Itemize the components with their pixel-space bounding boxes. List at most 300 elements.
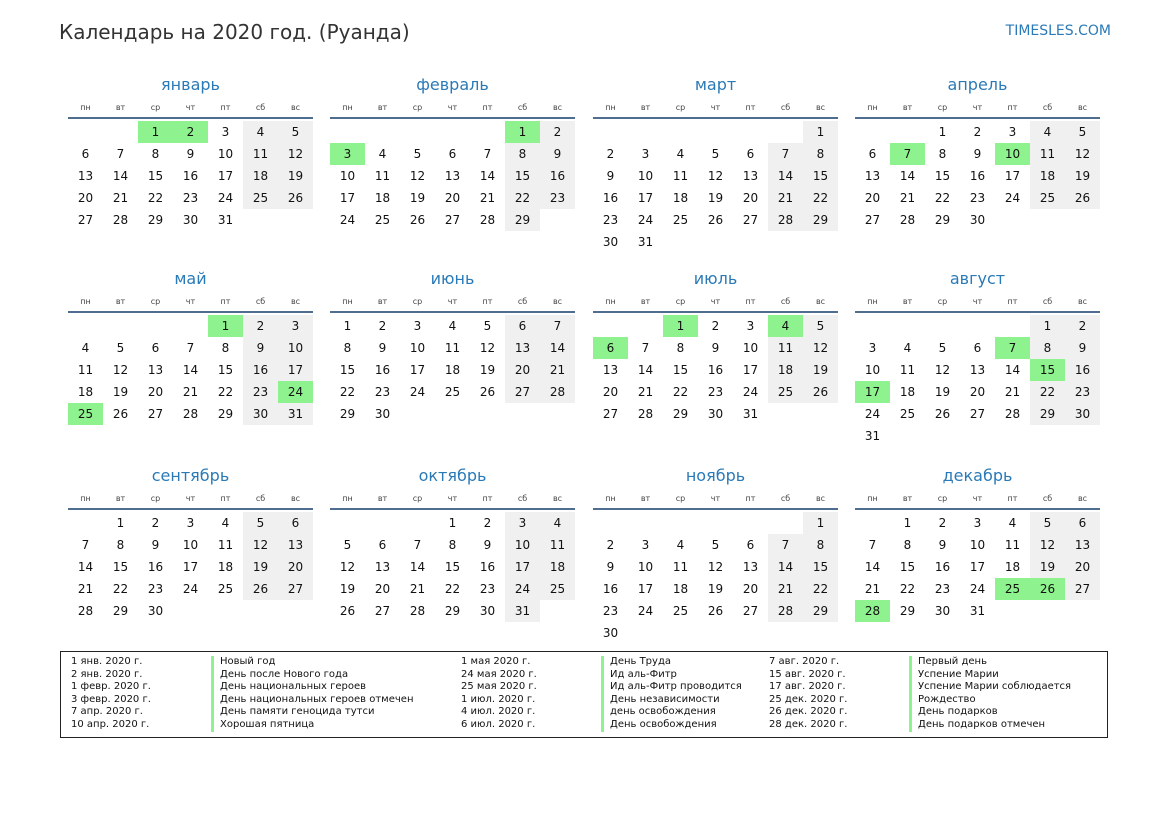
day-cell: 9 xyxy=(938,538,947,552)
weekday-header xyxy=(330,492,575,508)
day-cell: 20 xyxy=(147,385,164,399)
day-cell: 2 xyxy=(973,125,982,139)
day-cell: 23 xyxy=(602,604,619,618)
day-cell: 29 xyxy=(803,600,838,622)
weekday-label: вс xyxy=(815,297,826,306)
day-cell: 7 xyxy=(81,538,90,552)
day-cell: 26 xyxy=(278,187,313,209)
day-cell: 13 xyxy=(147,363,164,377)
day-cell: 30 xyxy=(602,626,619,640)
day-cell: 13 xyxy=(278,534,313,556)
day-cell: 21 xyxy=(1004,385,1021,399)
weekday-header xyxy=(855,492,1100,508)
legend-date: 25 дек. 2020 г. xyxy=(769,693,848,705)
legend-date: 3 февр. 2020 г. xyxy=(71,693,151,705)
day-cell: 17 xyxy=(339,191,356,205)
day-cell: 13 xyxy=(505,337,540,359)
day-cell: 20 xyxy=(742,582,759,596)
day-cell: 25 xyxy=(768,381,803,403)
day-cell: 8 xyxy=(343,341,352,355)
legend-row xyxy=(451,681,742,694)
weekday-header xyxy=(855,101,1100,117)
day-cell: 27 xyxy=(147,407,164,421)
legend-holiday-name: Хорошая пятница xyxy=(211,719,314,732)
empty-cell xyxy=(330,512,365,534)
day-cell: 14 xyxy=(77,560,94,574)
day-cell: 24 xyxy=(505,578,540,600)
day-cell: 12 xyxy=(339,560,356,574)
empty-cell xyxy=(890,315,925,337)
weekday-label: вс xyxy=(552,297,563,306)
day-cell: 28 xyxy=(112,213,129,227)
day-cell: 2 xyxy=(151,516,160,530)
day-cell: 3 xyxy=(641,147,650,161)
legend-date: 7 авг. 2020 г. xyxy=(769,656,840,667)
weekday-label: сб xyxy=(1042,494,1053,503)
holiday-day: 17 xyxy=(855,381,890,403)
day-cell: 22 xyxy=(934,191,951,205)
legend-row xyxy=(61,719,413,732)
day-cell: 11 xyxy=(77,363,94,377)
day-cell: 25 xyxy=(217,582,234,596)
day-cell: 14 xyxy=(768,556,803,578)
legend-holiday-name: Рождество xyxy=(909,694,976,707)
weekday-label: сб xyxy=(517,103,528,112)
day-grid xyxy=(330,510,575,622)
day-cell: 21 xyxy=(637,385,654,399)
day-cell: 2 xyxy=(938,516,947,530)
weekday-label: чт xyxy=(447,103,458,112)
day-cell: 18 xyxy=(374,191,391,205)
month-name: октябрь xyxy=(418,466,487,485)
day-cell: 23 xyxy=(602,213,619,227)
day-cell: 18 xyxy=(243,165,278,187)
legend-date: 17 авг. 2020 г. xyxy=(769,681,846,693)
day-cell: 28 xyxy=(768,209,803,231)
empty-cell xyxy=(663,512,698,534)
day-cell: 23 xyxy=(969,191,986,205)
weekday-header xyxy=(593,492,838,508)
empty-cell xyxy=(400,121,435,143)
day-cell: 9 xyxy=(973,147,982,161)
weekday-label: чт xyxy=(185,494,196,503)
day-cell: 1 xyxy=(803,512,838,534)
day-cell: 12 xyxy=(409,169,426,183)
month-9 xyxy=(68,464,313,622)
day-cell: 30 xyxy=(602,235,619,249)
day-cell: 19 xyxy=(1065,165,1100,187)
weekday-label: вс xyxy=(552,103,563,112)
day-cell: 16 xyxy=(602,582,619,596)
day-cell: 24 xyxy=(409,385,426,399)
day-cell: 27 xyxy=(505,381,540,403)
legend-row xyxy=(61,669,413,682)
day-cell: 26 xyxy=(112,407,129,421)
day-cell: 29 xyxy=(899,604,916,618)
month-name: апрель xyxy=(947,75,1008,94)
day-cell: 7 xyxy=(186,341,195,355)
holiday-day: 7 xyxy=(995,337,1030,359)
day-cell: 3 xyxy=(746,319,755,333)
empty-cell xyxy=(593,512,628,534)
day-cell: 12 xyxy=(803,337,838,359)
day-cell: 17 xyxy=(637,582,654,596)
day-cell: 10 xyxy=(969,538,986,552)
day-cell: 24 xyxy=(864,407,881,421)
day-cell: 8 xyxy=(803,534,838,556)
empty-cell xyxy=(768,121,803,143)
site-link[interactable]: TIMESLES.COM xyxy=(1005,23,1111,39)
weekday-label: сб xyxy=(517,297,528,306)
day-cell: 5 xyxy=(243,512,278,534)
day-cell: 22 xyxy=(803,578,838,600)
day-cell: 15 xyxy=(803,556,838,578)
day-cell: 20 xyxy=(77,191,94,205)
day-cell: 24 xyxy=(1004,191,1021,205)
day-cell: 27 xyxy=(278,578,313,600)
empty-cell xyxy=(628,315,663,337)
day-cell: 28 xyxy=(182,407,199,421)
month-3 xyxy=(593,73,838,253)
day-cell: 27 xyxy=(742,213,759,227)
day-cell: 15 xyxy=(672,363,689,377)
empty-cell xyxy=(435,121,470,143)
day-cell: 2 xyxy=(711,319,720,333)
day-cell: 3 xyxy=(1008,125,1017,139)
weekday-label: вт xyxy=(115,103,126,112)
day-cell: 12 xyxy=(1030,534,1065,556)
day-cell: 31 xyxy=(505,600,540,622)
month-4 xyxy=(855,73,1100,231)
day-cell: 28 xyxy=(409,604,426,618)
day-cell: 6 xyxy=(973,341,982,355)
day-cell: 22 xyxy=(505,187,540,209)
day-cell: 9 xyxy=(711,341,720,355)
legend-row xyxy=(759,706,1071,719)
day-cell: 10 xyxy=(637,169,654,183)
day-cell: 15 xyxy=(147,169,164,183)
day-cell: 20 xyxy=(278,556,313,578)
day-cell: 13 xyxy=(742,169,759,183)
holiday-day: 1 xyxy=(208,315,243,337)
weekday-label: вс xyxy=(290,494,301,503)
day-cell: 4 xyxy=(243,121,278,143)
day-cell: 16 xyxy=(707,363,724,377)
day-cell: 15 xyxy=(934,169,951,183)
day-cell: 7 xyxy=(116,147,125,161)
day-cell: 26 xyxy=(339,604,356,618)
day-cell: 14 xyxy=(637,363,654,377)
day-cell: 19 xyxy=(1030,556,1065,578)
day-cell: 31 xyxy=(637,235,654,249)
day-cell: 23 xyxy=(934,582,951,596)
weekday-label: пт xyxy=(745,494,756,503)
day-cell: 30 xyxy=(934,604,951,618)
empty-cell xyxy=(855,315,890,337)
day-cell: 16 xyxy=(243,359,278,381)
day-cell: 6 xyxy=(378,538,387,552)
day-cell: 5 xyxy=(343,538,352,552)
day-cell: 8 xyxy=(151,147,160,161)
weekday-label: сб xyxy=(255,297,266,306)
day-grid xyxy=(593,119,838,253)
day-cell: 9 xyxy=(540,143,575,165)
day-cell: 29 xyxy=(1030,403,1065,425)
legend-date: 1 янв. 2020 г. xyxy=(71,656,143,667)
day-cell: 13 xyxy=(969,363,986,377)
weekday-label: пт xyxy=(220,103,231,112)
legend-date: 28 дек. 2020 г. xyxy=(769,718,848,730)
weekday-header xyxy=(855,295,1100,311)
legend-date: 25 мая 2020 г. xyxy=(461,681,537,693)
weekday-label: пн xyxy=(605,103,616,112)
day-cell: 13 xyxy=(864,169,881,183)
day-cell: 4 xyxy=(676,147,685,161)
day-cell: 13 xyxy=(742,560,759,574)
day-cell: 28 xyxy=(1004,407,1021,421)
day-cell: 22 xyxy=(444,582,461,596)
day-cell: 19 xyxy=(479,363,496,377)
weekday-label: пт xyxy=(745,103,756,112)
holiday-legend xyxy=(60,651,1108,738)
day-cell: 15 xyxy=(339,363,356,377)
day-cell: 30 xyxy=(707,407,724,421)
legend-holiday-name: Ид аль-Фитр xyxy=(601,669,677,682)
day-cell: 21 xyxy=(768,578,803,600)
day-cell: 11 xyxy=(672,560,689,574)
day-cell: 15 xyxy=(112,560,129,574)
empty-cell xyxy=(68,121,103,143)
day-cell: 11 xyxy=(243,143,278,165)
weekday-label: вт xyxy=(115,297,126,306)
legend-date: 1 мая 2020 г. xyxy=(461,656,531,667)
day-cell: 27 xyxy=(742,604,759,618)
day-cell: 11 xyxy=(768,337,803,359)
day-cell: 9 xyxy=(1065,337,1100,359)
day-cell: 5 xyxy=(711,538,720,552)
weekday-label: чт xyxy=(710,103,721,112)
day-cell: 12 xyxy=(243,534,278,556)
day-cell: 18 xyxy=(1030,165,1065,187)
empty-cell xyxy=(593,121,628,143)
day-cell: 13 xyxy=(1065,534,1100,556)
legend-column xyxy=(61,656,413,732)
day-cell: 14 xyxy=(409,560,426,574)
day-cell: 27 xyxy=(374,604,391,618)
empty-cell xyxy=(995,315,1030,337)
weekday-label: сб xyxy=(255,103,266,112)
day-cell: 13 xyxy=(77,169,94,183)
day-cell: 4 xyxy=(378,147,387,161)
day-cell: 11 xyxy=(1004,538,1021,552)
weekday-label: ср xyxy=(412,297,423,306)
day-grid xyxy=(68,510,313,622)
legend-holiday-name: День памяти геноцида тутси xyxy=(211,706,374,719)
weekday-label: вс xyxy=(815,494,826,503)
day-cell: 2 xyxy=(378,319,387,333)
weekday-label: чт xyxy=(972,103,983,112)
day-cell: 26 xyxy=(479,385,496,399)
day-cell: 21 xyxy=(899,191,916,205)
day-cell: 19 xyxy=(112,385,129,399)
day-cell: 19 xyxy=(707,582,724,596)
day-cell: 5 xyxy=(711,147,720,161)
day-cell: 17 xyxy=(278,359,313,381)
day-cell: 25 xyxy=(1030,187,1065,209)
weekday-label: сб xyxy=(1042,297,1053,306)
legend-row xyxy=(759,669,1071,682)
day-cell: 30 xyxy=(147,604,164,618)
weekday-label: сб xyxy=(780,297,791,306)
day-cell: 31 xyxy=(217,213,234,227)
day-cell: 29 xyxy=(147,213,164,227)
month-name: июль xyxy=(693,269,738,288)
empty-cell xyxy=(173,315,208,337)
day-cell: 5 xyxy=(278,121,313,143)
weekday-label: пт xyxy=(220,297,231,306)
weekday-label: ср xyxy=(412,494,423,503)
empty-cell xyxy=(890,121,925,143)
day-cell: 3 xyxy=(868,341,877,355)
weekday-label: чт xyxy=(710,297,721,306)
day-cell: 24 xyxy=(182,582,199,596)
day-cell: 26 xyxy=(707,604,724,618)
day-cell: 3 xyxy=(641,538,650,552)
day-cell: 30 xyxy=(1065,403,1100,425)
day-cell: 20 xyxy=(1065,556,1100,578)
day-cell: 29 xyxy=(934,213,951,227)
day-grid xyxy=(330,119,575,231)
day-cell: 7 xyxy=(868,538,877,552)
legend-row xyxy=(759,719,1071,732)
day-cell: 7 xyxy=(768,534,803,556)
day-cell: 8 xyxy=(903,538,912,552)
empty-cell xyxy=(68,512,103,534)
day-cell: 9 xyxy=(606,169,615,183)
day-cell: 25 xyxy=(540,578,575,600)
day-cell: 29 xyxy=(112,604,129,618)
legend-row xyxy=(451,706,742,719)
weekday-header xyxy=(68,295,313,311)
legend-column xyxy=(759,656,1071,732)
weekday-label: пн xyxy=(80,297,91,306)
day-cell: 11 xyxy=(540,534,575,556)
day-cell: 18 xyxy=(540,556,575,578)
day-cell: 24 xyxy=(637,604,654,618)
weekday-header xyxy=(593,101,838,117)
weekday-label: вт xyxy=(902,494,913,503)
day-cell: 6 xyxy=(81,147,90,161)
day-cell: 6 xyxy=(868,147,877,161)
weekday-label: пн xyxy=(80,103,91,112)
day-cell: 17 xyxy=(182,560,199,574)
legend-date: 1 июл. 2020 г. xyxy=(461,693,536,705)
day-cell: 14 xyxy=(899,169,916,183)
day-cell: 10 xyxy=(505,534,540,556)
day-cell: 2 xyxy=(243,315,278,337)
legend-date: 7 апр. 2020 г. xyxy=(71,706,143,718)
day-cell: 9 xyxy=(243,337,278,359)
day-cell: 13 xyxy=(602,363,619,377)
holiday-day: 1 xyxy=(663,315,698,337)
day-cell: 17 xyxy=(637,191,654,205)
day-cell: 16 xyxy=(540,165,575,187)
day-cell: 6 xyxy=(1065,512,1100,534)
day-cell: 4 xyxy=(1008,516,1017,530)
day-cell: 19 xyxy=(339,582,356,596)
legend-date: 4 июл. 2020 г. xyxy=(461,706,536,718)
day-cell: 31 xyxy=(742,407,759,421)
day-cell: 15 xyxy=(444,560,461,574)
day-cell: 8 xyxy=(221,341,230,355)
month-name: январь xyxy=(161,75,220,94)
day-cell: 3 xyxy=(973,516,982,530)
day-cell: 4 xyxy=(540,512,575,534)
day-cell: 10 xyxy=(864,363,881,377)
day-cell: 22 xyxy=(899,582,916,596)
day-cell: 18 xyxy=(444,363,461,377)
day-cell: 17 xyxy=(409,363,426,377)
day-cell: 20 xyxy=(969,385,986,399)
holiday-day: 26 xyxy=(1030,578,1065,600)
legend-row xyxy=(759,681,1071,694)
weekday-label: пт xyxy=(745,297,756,306)
weekday-label: чт xyxy=(447,297,458,306)
legend-date: 15 авг. 2020 г. xyxy=(769,668,846,680)
day-cell: 26 xyxy=(707,213,724,227)
holiday-day: 25 xyxy=(68,403,103,425)
day-cell: 25 xyxy=(672,213,689,227)
day-cell: 5 xyxy=(1030,512,1065,534)
day-cell: 4 xyxy=(676,538,685,552)
day-cell: 16 xyxy=(182,169,199,183)
holiday-day: 6 xyxy=(593,337,628,359)
day-cell: 14 xyxy=(1004,363,1021,377)
day-cell: 16 xyxy=(969,169,986,183)
weekday-label: вс xyxy=(1077,494,1088,503)
day-cell: 2 xyxy=(606,147,615,161)
weekday-label: пн xyxy=(867,494,878,503)
day-cell: 27 xyxy=(864,213,881,227)
legend-row xyxy=(759,694,1071,707)
day-cell: 24 xyxy=(969,582,986,596)
day-grid xyxy=(855,119,1100,231)
day-cell: 17 xyxy=(742,363,759,377)
day-cell: 30 xyxy=(182,213,199,227)
day-cell: 22 xyxy=(112,582,129,596)
day-cell: 29 xyxy=(672,407,689,421)
day-cell: 13 xyxy=(444,169,461,183)
day-cell: 6 xyxy=(278,512,313,534)
day-cell: 9 xyxy=(483,538,492,552)
day-cell: 26 xyxy=(243,578,278,600)
day-cell: 10 xyxy=(637,560,654,574)
day-cell: 30 xyxy=(374,407,391,421)
day-cell: 16 xyxy=(1065,359,1100,381)
day-cell: 16 xyxy=(602,191,619,205)
day-cell: 8 xyxy=(448,538,457,552)
day-grid xyxy=(68,313,313,425)
day-cell: 1 xyxy=(803,121,838,143)
day-cell: 23 xyxy=(147,582,164,596)
day-cell: 11 xyxy=(374,169,391,183)
weekday-label: пн xyxy=(605,494,616,503)
day-cell: 28 xyxy=(540,381,575,403)
day-cell: 25 xyxy=(243,187,278,209)
day-cell: 21 xyxy=(479,191,496,205)
day-cell: 11 xyxy=(217,538,234,552)
day-cell: 20 xyxy=(374,582,391,596)
